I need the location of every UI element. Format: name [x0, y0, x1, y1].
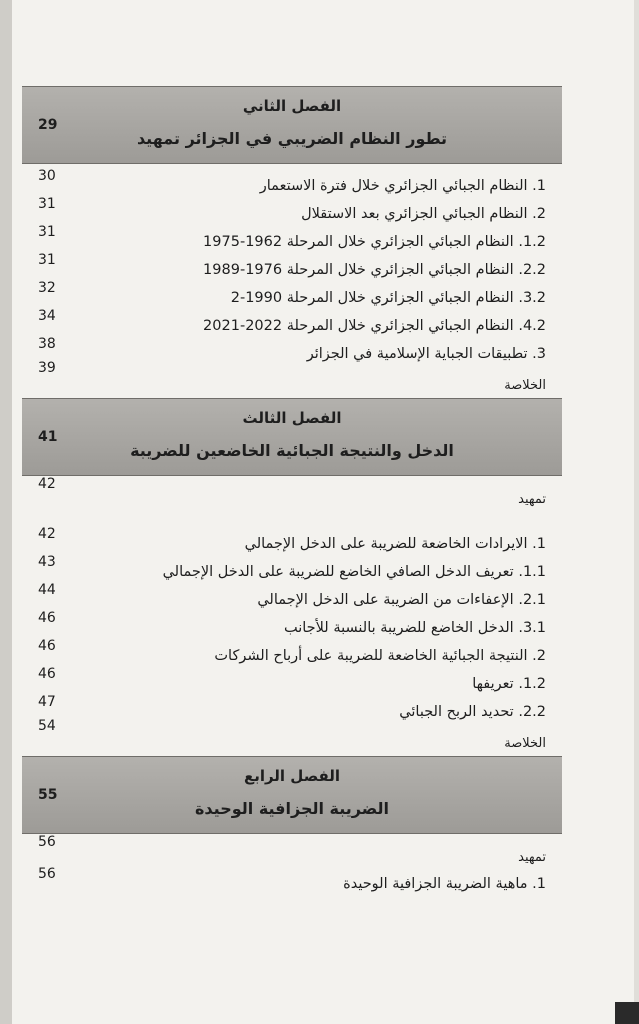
toc-entry: [22, 634, 562, 662]
toc-entry: [22, 862, 562, 890]
chapter-label: الفصل الثالث: [242, 409, 342, 427]
entry-title: 2. النتيجة الجبائية الخاضعة للضريبة على أرباح الشركات: [214, 648, 546, 664]
page-number: 54: [38, 718, 56, 734]
entry-title: 2.2. النظام الجبائي الجزائري خلال المرحلة 1976-1989: [203, 262, 546, 278]
chapter-header: [22, 86, 562, 164]
toc-entry: [22, 164, 562, 192]
page-number: 30: [38, 168, 56, 184]
toc-entry: [22, 220, 562, 248]
toc-entry: [22, 550, 562, 578]
intro-title: تمهيد: [518, 492, 546, 507]
table-of-contents: [22, 86, 562, 890]
page-number: 42: [38, 476, 56, 492]
page-number: 31: [38, 224, 56, 240]
chapter-title: تطور النظام الضريبي في الجزائر تمهيد: [136, 129, 448, 148]
page-number: 31: [38, 252, 56, 268]
toc-entry: [22, 662, 562, 690]
intro-title: تمهيد: [518, 850, 546, 865]
chapter-title: الدخل والنتيجة الجبائية الخاضعين للضريبة: [130, 441, 454, 460]
toc-entry: [22, 192, 562, 220]
entry-title: 1. ماهية الضريبة الجزافية الوحيدة: [343, 876, 546, 892]
toc-entry: [22, 332, 562, 360]
page-gutter: [0, 0, 12, 1024]
entry-title: 1.2. تعريفها: [472, 676, 546, 692]
toc-intro: [22, 834, 562, 865]
entry-title: 1.2. النظام الجبائي الجزائري خلال المرحلة 1962-1975: [203, 234, 546, 250]
page-number: 43: [38, 554, 56, 570]
page-number: 42: [38, 526, 56, 542]
chapter-label: الفصل الثاني: [242, 97, 342, 115]
entry-title: 2.2. تحديد الربح الجبائي: [399, 704, 546, 720]
toc-entry: [22, 304, 562, 332]
entry-title: 2.1. الإعفاءات من الضريبة على الدخل الإجمالي: [257, 592, 546, 608]
summary-title: الخلاصة: [504, 378, 546, 393]
chapter-label: الفصل الرابع: [243, 767, 341, 785]
toc-entry: [22, 522, 562, 550]
toc-entry: [22, 578, 562, 606]
entry-title: 1. النظام الجبائي الجزائري خلال فترة الاستعمار: [259, 178, 546, 194]
book-page: [12, 0, 634, 1024]
toc-summary: [22, 718, 562, 751]
entry-title: 4.2. النظام الجبائي الجزائري خلال المرحلة 2022-2021: [203, 318, 546, 334]
toc-entry: [22, 690, 562, 718]
page-number: 31: [38, 196, 56, 212]
page-number: 39: [38, 360, 56, 376]
chapter-title: الضريبة الجزافية الوحيدة: [194, 799, 390, 818]
page-number: 56: [38, 834, 56, 850]
toc-intro: [22, 476, 562, 507]
page-number: 46: [38, 666, 56, 682]
chapter-page-number: 41: [38, 429, 58, 445]
chapter-page-number: 55: [38, 787, 58, 803]
chapter-header: [22, 756, 562, 834]
toc-entry: [22, 276, 562, 304]
page-number: 38: [38, 336, 56, 352]
page-number: 34: [38, 308, 56, 324]
entry-title: 3.1. الدخل الخاضع للضريبة بالنسبة للأجانب: [283, 620, 546, 636]
page-number: 56: [38, 866, 56, 882]
page-number: 46: [38, 610, 56, 626]
page-number: 32: [38, 280, 56, 296]
toc-entry: [22, 248, 562, 276]
toc-entry: [22, 606, 562, 634]
page-corner-shadow: [615, 1002, 639, 1024]
summary-title: الخلاصة: [504, 736, 546, 751]
entry-title: 3.2. النظام الجبائي الجزائري خلال المرحلة 1990-2: [230, 290, 546, 306]
chapter-header: [22, 398, 562, 476]
chapter-page-number: 29: [38, 117, 58, 133]
entry-title: 3. تطبيقات الجباية الإسلامية في الجزائر: [306, 346, 546, 362]
toc-summary: [22, 360, 562, 393]
page-number: 44: [38, 582, 56, 598]
entry-title: 2. النظام الجبائي الجزائري بعد الاستقلال: [301, 206, 546, 222]
page-number: 46: [38, 638, 56, 654]
entry-title: 1. الايرادات الخاضعة للضريبة على الدخل الإجمالي: [244, 536, 546, 552]
entry-title: 1.1. تعريف الدخل الصافي الخاضع للضريبة على الدخل الإجمالي: [162, 564, 546, 580]
page-number: 47: [38, 694, 56, 710]
